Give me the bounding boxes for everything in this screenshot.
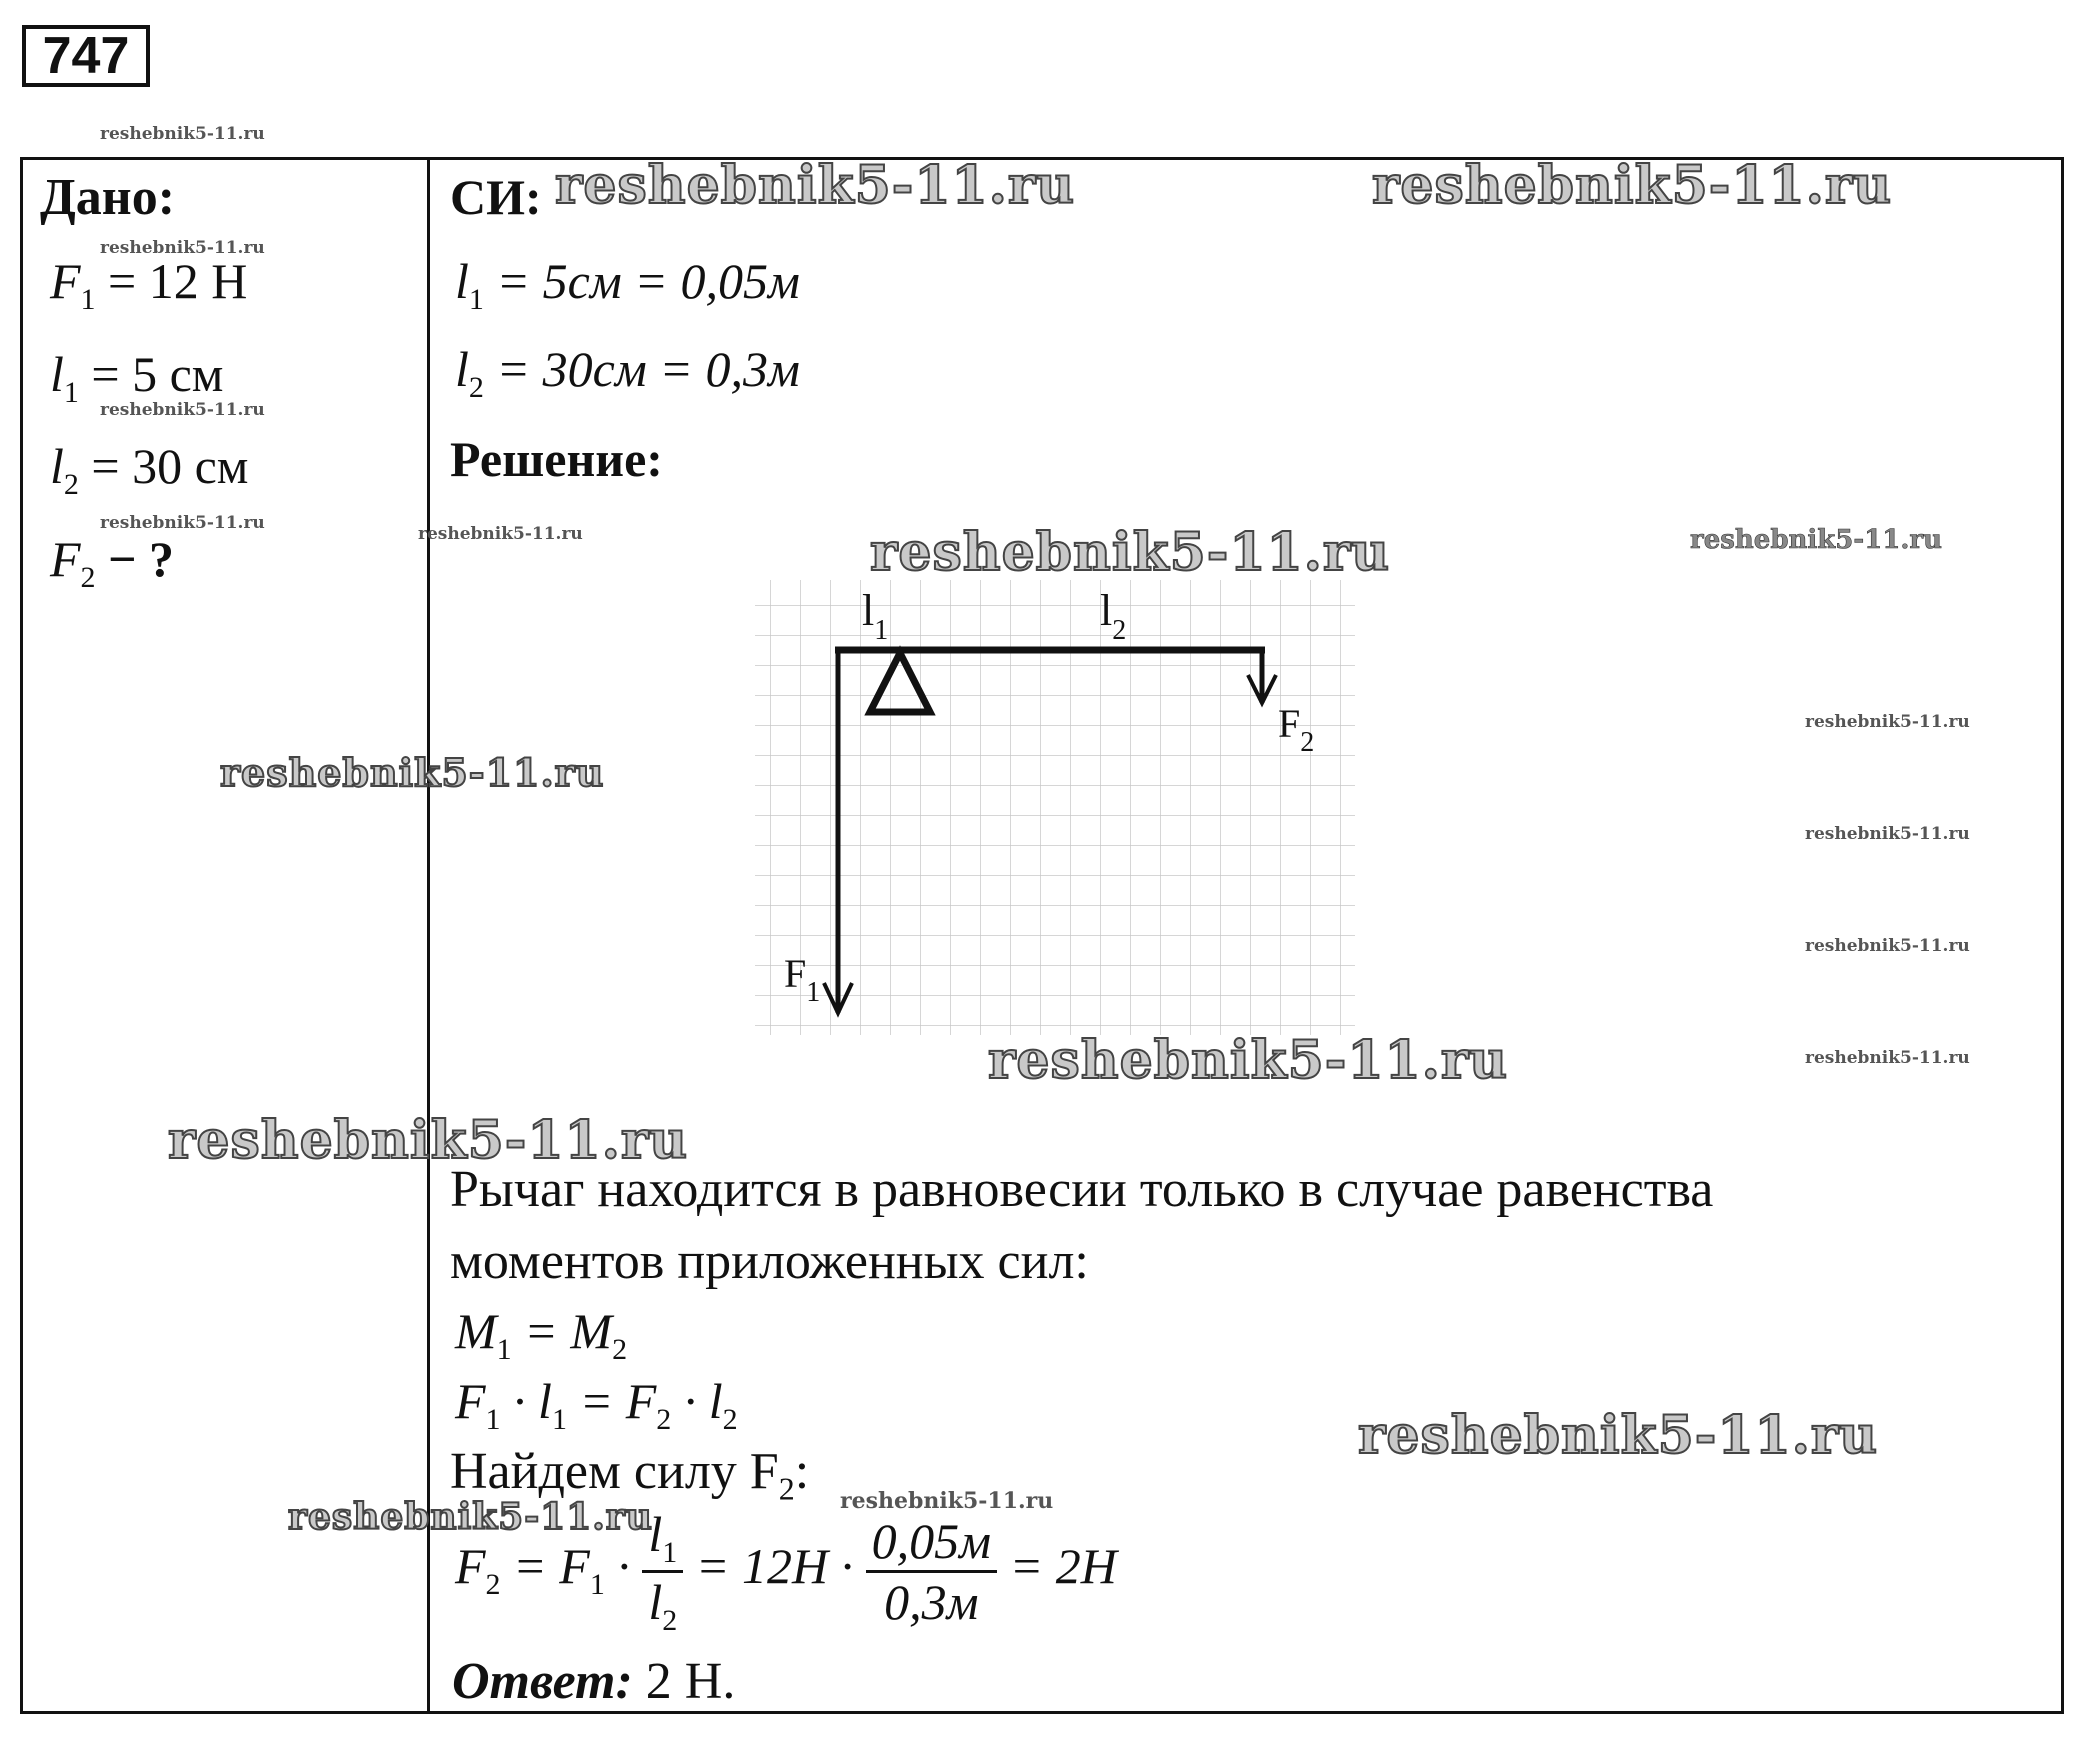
watermark: reshebnik5-11.ru: [100, 238, 265, 258]
watermark: reshebnik5-11.ru: [100, 513, 265, 533]
watermark: reshebnik5-11.ru: [1372, 155, 1893, 216]
watermark: reshebnik5-11.ru: [840, 1488, 1054, 1514]
watermark: reshebnik5-11.ru: [1690, 525, 1943, 555]
watermark: reshebnik5-11.ru: [870, 522, 1391, 583]
answer-line: [452, 1652, 735, 1711]
fraction-l1-over-l2: $\frac{l_1}{l_2}$: [642, 1505, 683, 1638]
final-equation: $F_2 = F_1$ · $\frac{l_1}{l_2}$ = 12H · $\frac{0,05м}{0,3м}$ = 2H: [455, 1506, 1117, 1637]
watermark: reshebnik5-11.ru: [100, 400, 265, 420]
label-l1: $l_1$: [862, 586, 889, 646]
watermark: reshebnik5-11.ru: [220, 750, 605, 795]
si-l2: $l_2 = 30см = 0,3м$: [455, 341, 800, 404]
si-l1: $l_1 = 5см = 0,05м$: [455, 253, 800, 316]
given-l2: $l_2 = 30$ см: [50, 438, 249, 501]
watermark: reshebnik5-11.ru: [1805, 936, 1970, 956]
si-heading: СИ:: [450, 169, 542, 225]
lever-diagram: [680, 575, 1380, 1045]
watermark: reshebnik5-11.ru: [168, 1110, 689, 1171]
find-force-text: Найдем силу $F_2$:: [450, 1443, 810, 1507]
equation-forces: $F_1 \cdot l_1 = F_2 \cdot l_2$: [455, 1373, 738, 1436]
solution-heading: Решение:: [450, 431, 663, 487]
problem-number: 747: [22, 25, 150, 87]
given-f1: $F_1 = 12$ Н: [50, 253, 248, 316]
answer-label: Ответ:: [452, 1653, 633, 1710]
given-f2-unknown: $F_2$ − ?: [50, 531, 175, 594]
watermark: reshebnik5-11.ru: [988, 1030, 1509, 1091]
watermark: reshebnik5-11.ru: [1805, 824, 1970, 844]
column-divider: [427, 157, 430, 1714]
watermark: reshebnik5-11.ru: [1805, 1048, 1970, 1068]
equilibrium-text-line2: моментов приложенных сил:: [450, 1233, 1089, 1290]
watermark: reshebnik5-11.ru: [100, 124, 265, 144]
label-f1: $F_1$: [784, 951, 821, 1008]
label-f2: $F_2$: [1278, 701, 1315, 758]
equilibrium-text-line1: Рычаг находится в равновесии только в случае равенства: [450, 1161, 1714, 1218]
given-l1: $l_1 = 5$ см: [50, 346, 224, 409]
given-heading: Дано:: [40, 169, 176, 226]
fraction-values: $\frac{0,05м}{0,3м}$: [866, 1512, 997, 1631]
label-l2: $l_2$: [1100, 586, 1127, 646]
watermark: reshebnik5-11.ru: [1358, 1405, 1879, 1466]
watermark: reshebnik5-11.ru: [555, 155, 1076, 216]
watermark: reshebnik5-11.ru: [418, 524, 583, 544]
watermark: reshebnik5-11.ru: [1805, 712, 1970, 732]
equation-moments: $M_1 = M_2$: [455, 1303, 628, 1366]
answer-value: 2 Н.: [632, 1653, 736, 1710]
watermark: reshebnik5-11.ru: [288, 1496, 653, 1538]
